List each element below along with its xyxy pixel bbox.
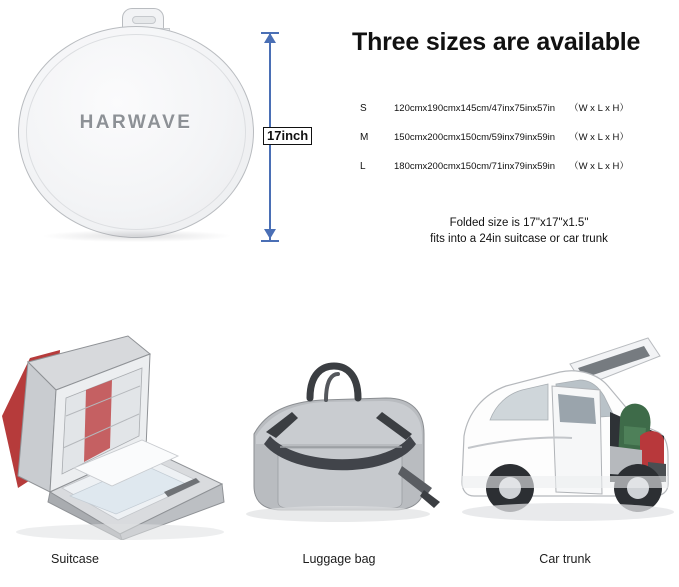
suitcase-photo xyxy=(0,316,226,540)
folded-size-line-1: Folded size is 17"x17"x1.5" xyxy=(449,217,589,229)
luggage-bag-photo xyxy=(226,316,452,540)
folded-size-line-2: fits into a 24in suitcase or car trunk xyxy=(430,232,608,245)
photo-caption-luggage-bag: Luggage bag xyxy=(302,552,376,566)
size-code: M xyxy=(360,132,369,143)
size-dimensions: 180cmx200cmx150cm/71inx79inx59in xyxy=(394,161,556,172)
photo-caption-car-trunk: Car trunk xyxy=(539,552,591,566)
size-wlh-note: （W x L x H） xyxy=(569,132,629,143)
size-dimensions: 150cmx200cmx150cm/59inx79inx59in xyxy=(394,132,556,143)
dimension-label: 17inch xyxy=(263,127,312,145)
car-trunk-photo xyxy=(452,316,678,540)
table-row xyxy=(360,100,660,129)
table-row xyxy=(360,158,660,187)
size-wlh-note: （W x L x H） xyxy=(569,103,629,114)
size-code: L xyxy=(360,161,366,172)
size-dimensions: 120cmx190cmx145cm/47inx75inx57in xyxy=(394,103,556,114)
size-table xyxy=(360,100,660,187)
headline: Three sizes are available xyxy=(352,28,641,56)
usage-photos-row xyxy=(0,316,679,587)
size-code: S xyxy=(360,103,367,114)
arrow-head-down-icon xyxy=(264,229,276,239)
folded-bag-illustration xyxy=(18,8,258,240)
arrow-head-up-icon xyxy=(264,33,276,43)
size-wlh-note: （W x L x H） xyxy=(569,161,629,172)
photo-caption-suitcase: Suitcase xyxy=(51,552,99,566)
bag-brand-text: HARWAVE xyxy=(79,112,193,133)
bag-handle-slot xyxy=(132,16,156,24)
bag-shadow xyxy=(44,230,230,242)
table-row xyxy=(360,129,660,158)
folded-size-note xyxy=(388,216,650,247)
